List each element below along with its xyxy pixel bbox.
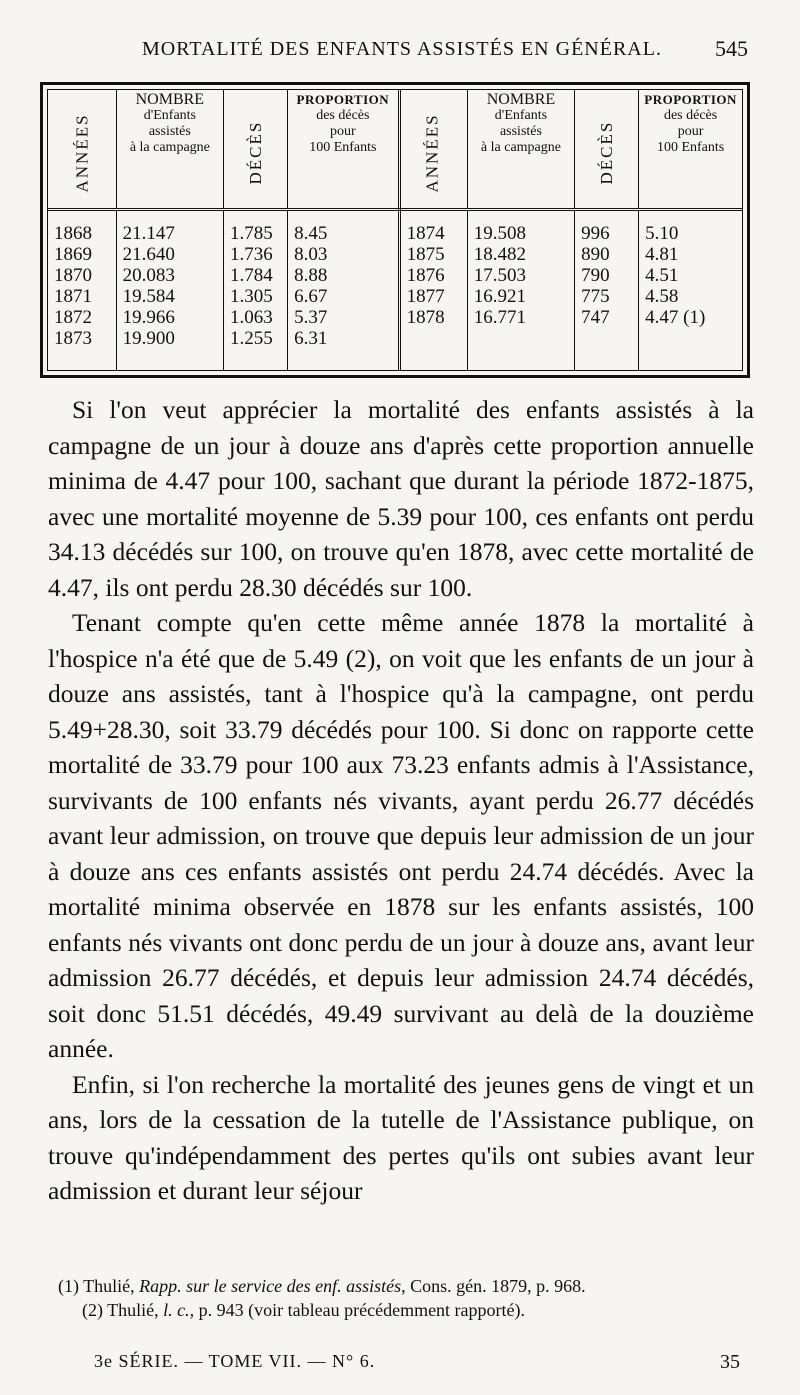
signature-mark: 35	[720, 1351, 740, 1373]
running-title: MORTALITÉ DES ENFANTS ASSISTÉS EN GÉNÉRAL.	[142, 38, 662, 60]
page-number: 545	[715, 36, 748, 61]
footnote-2: (2) Thulié, l. c., p. 943 (voir tableau précédemment rapporté).	[82, 1300, 526, 1320]
deaths-left: 1.785 1.736 1.784 1.305 1.063 1.255	[224, 210, 288, 371]
col-header-count-left: NOMBRE d'Enfants assistés à la campagne	[116, 90, 223, 210]
mortality-table	[40, 82, 750, 378]
footnote-1: (1) Thulié, Rapp. sur le service des enf. assistés, Cons. gén. 1879, p. 968.	[58, 1276, 586, 1296]
deaths-right: 996 890 790 775 747	[575, 210, 639, 371]
proportions-right: 5.10 4.81 4.51 4.58 4.47 (1)	[645, 223, 706, 328]
paragraph: Enfin, si l'on recherche la mortalité des jeunes gens de vingt et un ans, lors de la cessation de la tutelle de l'Assistance publique, on trouve qu'indépendamment des pertes qu'ils ont subies avant leur admission et durant leur séjour	[48, 1069, 754, 1205]
counts-right: 19.508 18.482 17.503 16.921 16.771	[467, 210, 574, 371]
body-text	[48, 392, 754, 1209]
proportions-left: 8.45 8.03 8.88 6.67 5.37 6.31	[288, 210, 400, 371]
footnotes	[58, 1274, 758, 1322]
col-header-proportion-right: PROPORTION des décès pour 100 Enfants	[639, 90, 742, 210]
years-right: 1874 1875 1876 1877 1878	[399, 210, 467, 371]
paragraph: Si l'on veut apprécier la mortalité des enfants assistés à la campagne de un jour à douze ans d'après cette proportion annuelle minima de 4.47 pour 100, sachant que durant la période 1872-1875, avec une mortalité moyenne de 5.39 pour 100, ces enfants ont perdu 34.13 décédés sur 100, on trouve qu'en 1878, avec cette mortalité de 4.47, ils ont perdu 28.30 décédés sur 100.	[48, 395, 754, 602]
col-header-deaths-right: DÉCÈS	[575, 90, 639, 210]
page-header	[62, 30, 760, 70]
paragraph: Tenant compte qu'en cette même année 1878 la mortalité à l'hospice n'a été que de 5.49 (2), on voit que les enfants de un jour à douze ans assistés, tant à l'hospice qu'à la campagne, ont perdu 5.49+28.30, soit 33.79 décédés pour 100. Si donc on rapporte cette mortalité de 33.79 pour 100 aux 73.23 enfants admis à l'Assistance, survivants de 100 enfants nés vivants, ayant perdu 26.77 décédés avant leur admission, on trouve que depuis leur admission de un jour à douze ans ces enfants assistés ont perdu 24.74 décédés. Avec la mortalité minima observée en 1878 sur les enfants assistés, 100 enfants nés vivants ont donc perdu de un jour à douze ans, avant leur admission 26.77 décédés, et depuis leur admission 24.74 décédés, soit donc 51.51 décédés, 49.49 survivant au delà de la douzième année.	[48, 608, 754, 1063]
page-footer	[64, 1351, 760, 1381]
years-left: 1868 1869 1870 1871 1872 1873	[48, 210, 116, 371]
col-header-years-right: ANNÉES	[399, 90, 467, 210]
counts-left: 21.147 21.640 20.083 19.584 19.966 19.900	[116, 210, 223, 371]
col-header-count-right: NOMBRE d'Enfants assistés à la campagne	[467, 90, 574, 210]
col-header-proportion-left: PROPORTION des décès pour 100 Enfants	[288, 90, 400, 210]
col-header-years-left: ANNÉES	[48, 90, 116, 210]
col-header-deaths-left: DÉCÈS	[224, 90, 288, 210]
series-info: 3e SÉRIE. — TOME VII. — N° 6.	[94, 1351, 376, 1371]
